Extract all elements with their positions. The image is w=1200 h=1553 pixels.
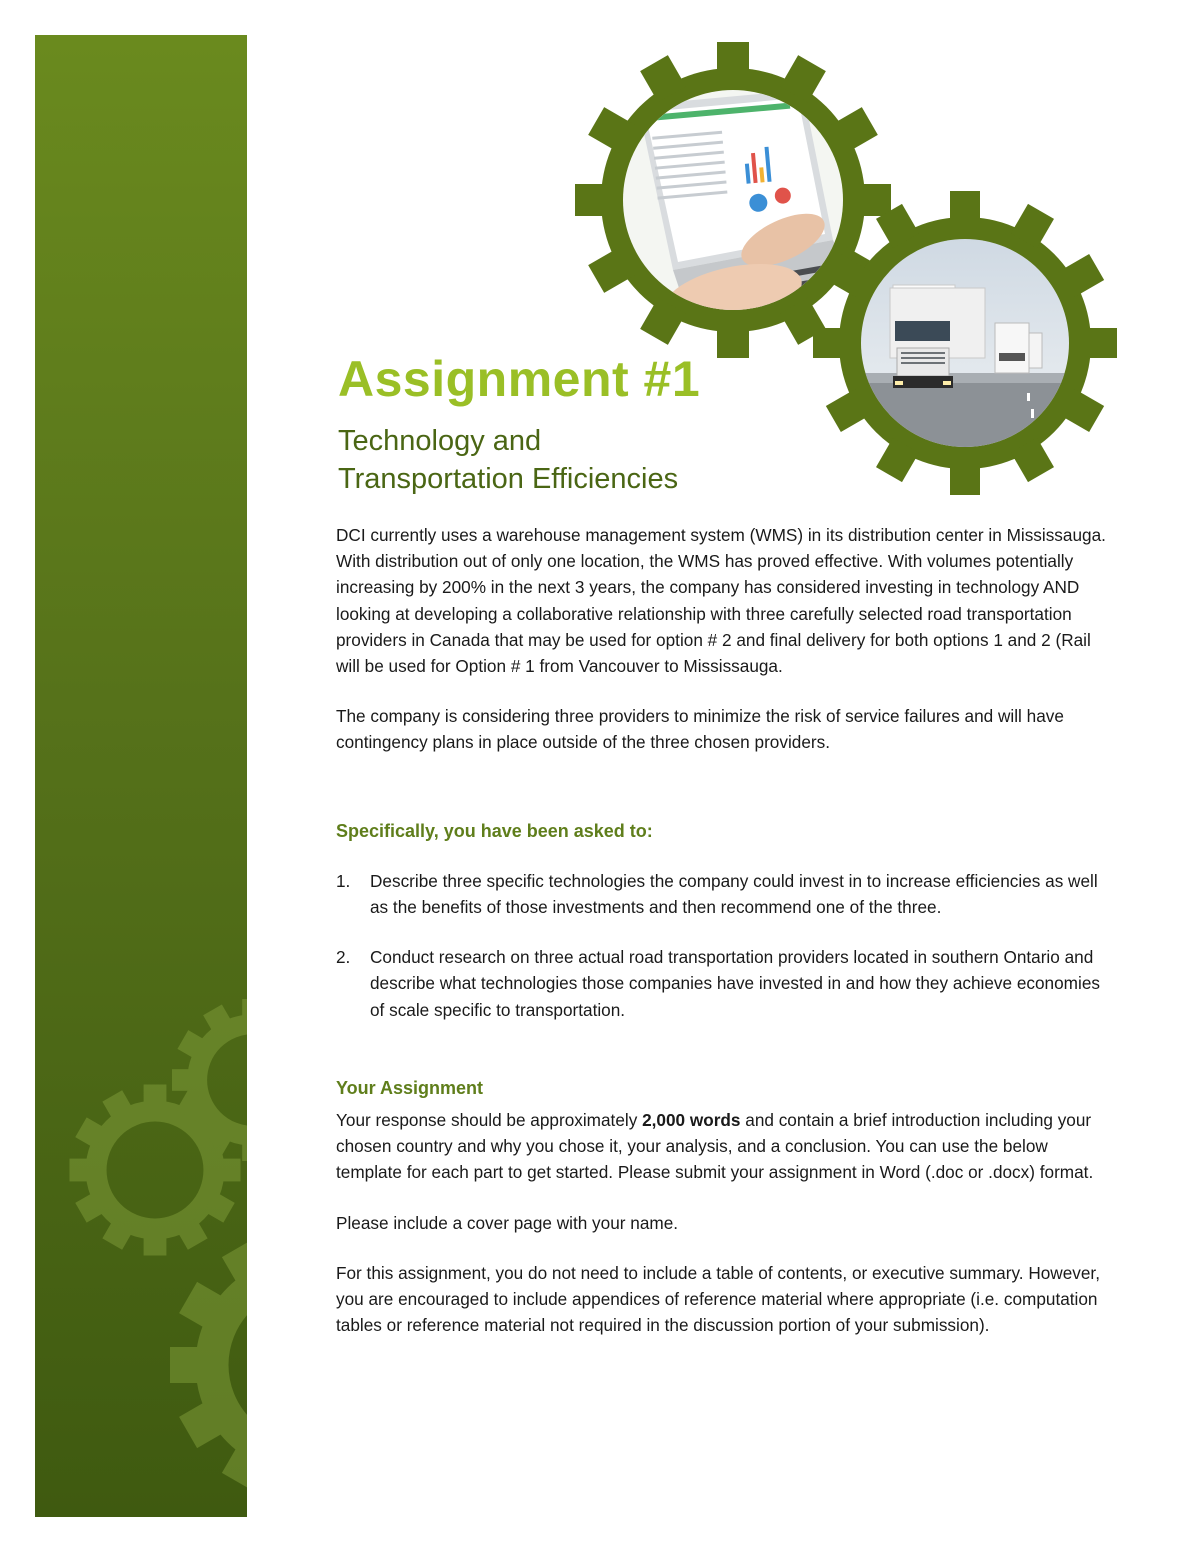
section-heading-assignment: Your Assignment (336, 1077, 484, 1098)
list-item-text: Conduct research on three actual road transportation providers located in southern Ontario and describe what technologies those companies have invested in and how they achieve economies of scale specific to transportation. (370, 947, 1100, 1020)
list-item-number: 1. (336, 870, 351, 891)
list-item-number: 2. (336, 947, 351, 968)
task-list (336, 868, 1106, 1023)
providers-paragraph: The company is considering three providers to minimize the risk of service failures and will have contingency plans in place outside of the three chosen providers. (336, 706, 1064, 753)
list-item (336, 944, 1106, 1023)
response-text-end: and contain a brief introduction including your chosen country and why you chose it, your analysis, and a conclusion. You can use the below template for each part to get started. Please submit your assignment in Word (.doc or .docx) format. (336, 1110, 1094, 1183)
list-item-text: Describe three specific technologies the company could invest in to increase efficiencies as well as the benefits of those investments and then recommend one of the three. (370, 870, 1098, 918)
gear-icon (810, 188, 1120, 498)
intro-paragraph: DCI currently uses a warehouse management system (WMS) in its distribution center in Mississauga. With distribution out of only one location, the WMS has proved effective. With volumes potentially increasing by 200% in the next 3 years, the company has considered investing in technology AND looking at developing a collaborative relationship with three carefully selected road transportation providers in Canada that may be used for option # 2 and final delivery for both options 1 and 2 (Rail will be used for Option # 1 from Vancouver to Mississauga. (336, 525, 1106, 677)
response-text-start: Your response should be approximately (336, 1110, 643, 1131)
sidebar-band (35, 35, 247, 1517)
page-title: Assignment #1 (338, 351, 701, 407)
list-item (336, 868, 1106, 920)
document-body (336, 522, 1106, 1338)
subtitle-line-1: Technology and (338, 425, 542, 457)
response-paragraph (336, 1107, 1106, 1186)
gear-truck-image (810, 188, 1120, 503)
subtitle-line-2: Transportation Efficiencies (338, 463, 679, 495)
page-subtitle (338, 422, 678, 498)
final-note: For this assignment, you do not need to include a table of contents, or executive summary. However, you are encouraged to include appendices of reference material where appropriate (i.e. computation tables or reference material not required in the discussion portion of your submission). (336, 1262, 1100, 1336)
section-heading-tasks: Specifically, you have been asked to: (336, 820, 653, 841)
word-count: 2,000 words (642, 1110, 741, 1131)
cover-page-note: Please include a cover page with your name. (336, 1212, 679, 1233)
sidebar-gears-decoration (35, 35, 247, 1517)
